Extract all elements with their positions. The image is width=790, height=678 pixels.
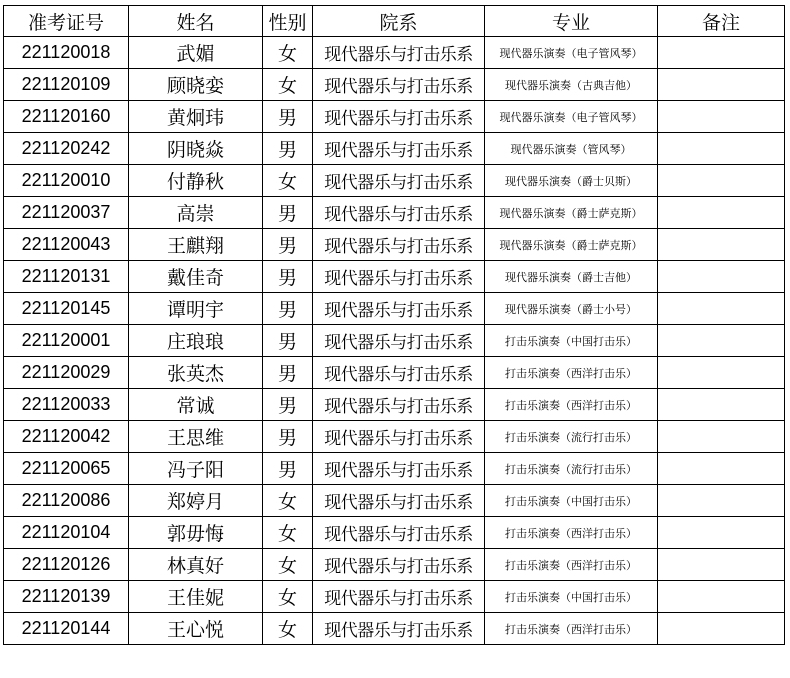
cell-note <box>658 357 785 389</box>
cell-exam-id: 221120001 <box>4 325 129 357</box>
cell-major: 打击乐演奏（西洋打击乐） <box>485 357 658 389</box>
table-row <box>4 37 785 69</box>
header-gender: 性别 <box>263 6 313 37</box>
cell-department: 现代器乐与打击乐系 <box>313 613 485 645</box>
table-row <box>4 293 785 325</box>
cell-gender: 男 <box>263 197 313 229</box>
cell-exam-id: 221120018 <box>4 37 129 69</box>
cell-name: 谭明宇 <box>129 293 263 325</box>
cell-department: 现代器乐与打击乐系 <box>313 37 485 69</box>
cell-department: 现代器乐与打击乐系 <box>313 133 485 165</box>
cell-note <box>658 613 785 645</box>
cell-note <box>658 293 785 325</box>
table-row <box>4 261 785 293</box>
table-row <box>4 325 785 357</box>
cell-major: 打击乐演奏（西洋打击乐） <box>485 389 658 421</box>
table-row <box>4 165 785 197</box>
cell-gender: 女 <box>263 517 313 549</box>
cell-major: 打击乐演奏（中国打击乐） <box>485 485 658 517</box>
table-row <box>4 133 785 165</box>
cell-major: 现代器乐演奏（电子管风琴） <box>485 101 658 133</box>
cell-major: 打击乐演奏（西洋打击乐） <box>485 517 658 549</box>
cell-name: 戴佳奇 <box>129 261 263 293</box>
cell-major: 现代器乐演奏（爵士萨克斯） <box>485 197 658 229</box>
cell-department: 现代器乐与打击乐系 <box>313 485 485 517</box>
cell-department: 现代器乐与打击乐系 <box>313 517 485 549</box>
cell-major: 打击乐演奏（中国打击乐） <box>485 581 658 613</box>
cell-note <box>658 581 785 613</box>
cell-note <box>658 101 785 133</box>
cell-exam-id: 221120104 <box>4 517 129 549</box>
cell-exam-id: 221120086 <box>4 485 129 517</box>
cell-department: 现代器乐与打击乐系 <box>313 357 485 389</box>
cell-major: 打击乐演奏（流行打击乐） <box>485 453 658 485</box>
cell-note <box>658 517 785 549</box>
cell-major: 打击乐演奏（流行打击乐） <box>485 421 658 453</box>
cell-exam-id: 221120042 <box>4 421 129 453</box>
table-row <box>4 389 785 421</box>
cell-note <box>658 389 785 421</box>
cell-gender: 男 <box>263 389 313 421</box>
cell-department: 现代器乐与打击乐系 <box>313 389 485 421</box>
header-name: 姓名 <box>129 6 263 37</box>
header-exam-id: 准考证号 <box>4 6 129 37</box>
cell-gender: 女 <box>263 549 313 581</box>
cell-name: 阴晓焱 <box>129 133 263 165</box>
cell-exam-id: 221120242 <box>4 133 129 165</box>
cell-name: 武媚 <box>129 37 263 69</box>
cell-name: 张英杰 <box>129 357 263 389</box>
cell-gender: 女 <box>263 37 313 69</box>
cell-name: 顾晓娈 <box>129 69 263 101</box>
cell-department: 现代器乐与打击乐系 <box>313 229 485 261</box>
cell-note <box>658 549 785 581</box>
header-major: 专业 <box>485 6 658 37</box>
cell-gender: 男 <box>263 261 313 293</box>
cell-major: 现代器乐演奏（古典吉他） <box>485 69 658 101</box>
cell-name: 庄琅琅 <box>129 325 263 357</box>
cell-name: 王佳妮 <box>129 581 263 613</box>
cell-name: 常诚 <box>129 389 263 421</box>
cell-name: 冯子阳 <box>129 453 263 485</box>
cell-exam-id: 221120160 <box>4 101 129 133</box>
cell-note <box>658 165 785 197</box>
table-row <box>4 581 785 613</box>
cell-exam-id: 221120144 <box>4 613 129 645</box>
cell-department: 现代器乐与打击乐系 <box>313 261 485 293</box>
cell-exam-id: 221120126 <box>4 549 129 581</box>
cell-exam-id: 221120033 <box>4 389 129 421</box>
header-department: 院系 <box>313 6 485 37</box>
table-row <box>4 549 785 581</box>
table-row <box>4 229 785 261</box>
cell-name: 郭毋悔 <box>129 517 263 549</box>
cell-gender: 女 <box>263 69 313 101</box>
cell-gender: 男 <box>263 421 313 453</box>
cell-exam-id: 221120043 <box>4 229 129 261</box>
cell-major: 打击乐演奏（西洋打击乐） <box>485 613 658 645</box>
cell-note <box>658 325 785 357</box>
cell-name: 付静秋 <box>129 165 263 197</box>
header-note: 备注 <box>658 6 785 37</box>
cell-gender: 女 <box>263 613 313 645</box>
cell-gender: 男 <box>263 357 313 389</box>
table-body <box>4 37 785 645</box>
cell-department: 现代器乐与打击乐系 <box>313 549 485 581</box>
cell-name: 林真好 <box>129 549 263 581</box>
table-row <box>4 453 785 485</box>
table-row <box>4 485 785 517</box>
cell-name: 黄炯玮 <box>129 101 263 133</box>
cell-department: 现代器乐与打击乐系 <box>313 293 485 325</box>
cell-department: 现代器乐与打击乐系 <box>313 197 485 229</box>
cell-department: 现代器乐与打击乐系 <box>313 165 485 197</box>
cell-major: 打击乐演奏（中国打击乐） <box>485 325 658 357</box>
cell-note <box>658 261 785 293</box>
cell-major: 现代器乐演奏（电子管风琴） <box>485 37 658 69</box>
cell-gender: 男 <box>263 133 313 165</box>
cell-name: 王麒翔 <box>129 229 263 261</box>
cell-major: 现代器乐演奏（管风琴） <box>485 133 658 165</box>
table-row <box>4 517 785 549</box>
cell-exam-id: 221120145 <box>4 293 129 325</box>
cell-name: 王思维 <box>129 421 263 453</box>
cell-name: 高崇 <box>129 197 263 229</box>
cell-exam-id: 221120029 <box>4 357 129 389</box>
table-row <box>4 357 785 389</box>
cell-exam-id: 221120139 <box>4 581 129 613</box>
cell-gender: 男 <box>263 325 313 357</box>
cell-note <box>658 453 785 485</box>
cell-gender: 女 <box>263 165 313 197</box>
cell-note <box>658 69 785 101</box>
cell-gender: 女 <box>263 581 313 613</box>
cell-major: 现代器乐演奏（爵士贝斯） <box>485 165 658 197</box>
admission-list-table <box>3 5 785 645</box>
cell-major: 现代器乐演奏（爵士萨克斯） <box>485 229 658 261</box>
cell-note <box>658 421 785 453</box>
cell-note <box>658 229 785 261</box>
cell-gender: 女 <box>263 485 313 517</box>
cell-department: 现代器乐与打击乐系 <box>313 325 485 357</box>
cell-gender: 男 <box>263 293 313 325</box>
cell-note <box>658 37 785 69</box>
cell-department: 现代器乐与打击乐系 <box>313 101 485 133</box>
cell-exam-id: 221120037 <box>4 197 129 229</box>
cell-gender: 男 <box>263 229 313 261</box>
cell-exam-id: 221120065 <box>4 453 129 485</box>
cell-department: 现代器乐与打击乐系 <box>313 581 485 613</box>
header-row <box>4 6 785 37</box>
cell-note <box>658 485 785 517</box>
cell-major: 打击乐演奏（西洋打击乐） <box>485 549 658 581</box>
cell-exam-id: 221120131 <box>4 261 129 293</box>
cell-department: 现代器乐与打击乐系 <box>313 453 485 485</box>
cell-name: 郑婷月 <box>129 485 263 517</box>
cell-gender: 男 <box>263 101 313 133</box>
table-row <box>4 101 785 133</box>
cell-major: 现代器乐演奏（爵士小号） <box>485 293 658 325</box>
cell-department: 现代器乐与打击乐系 <box>313 421 485 453</box>
table-row <box>4 613 785 645</box>
table-row <box>4 69 785 101</box>
cell-department: 现代器乐与打击乐系 <box>313 69 485 101</box>
table-row <box>4 421 785 453</box>
cell-name: 王心悦 <box>129 613 263 645</box>
cell-note <box>658 133 785 165</box>
cell-gender: 男 <box>263 453 313 485</box>
cell-major: 现代器乐演奏（爵士吉他） <box>485 261 658 293</box>
cell-exam-id: 221120010 <box>4 165 129 197</box>
cell-exam-id: 221120109 <box>4 69 129 101</box>
table-row <box>4 197 785 229</box>
cell-note <box>658 197 785 229</box>
